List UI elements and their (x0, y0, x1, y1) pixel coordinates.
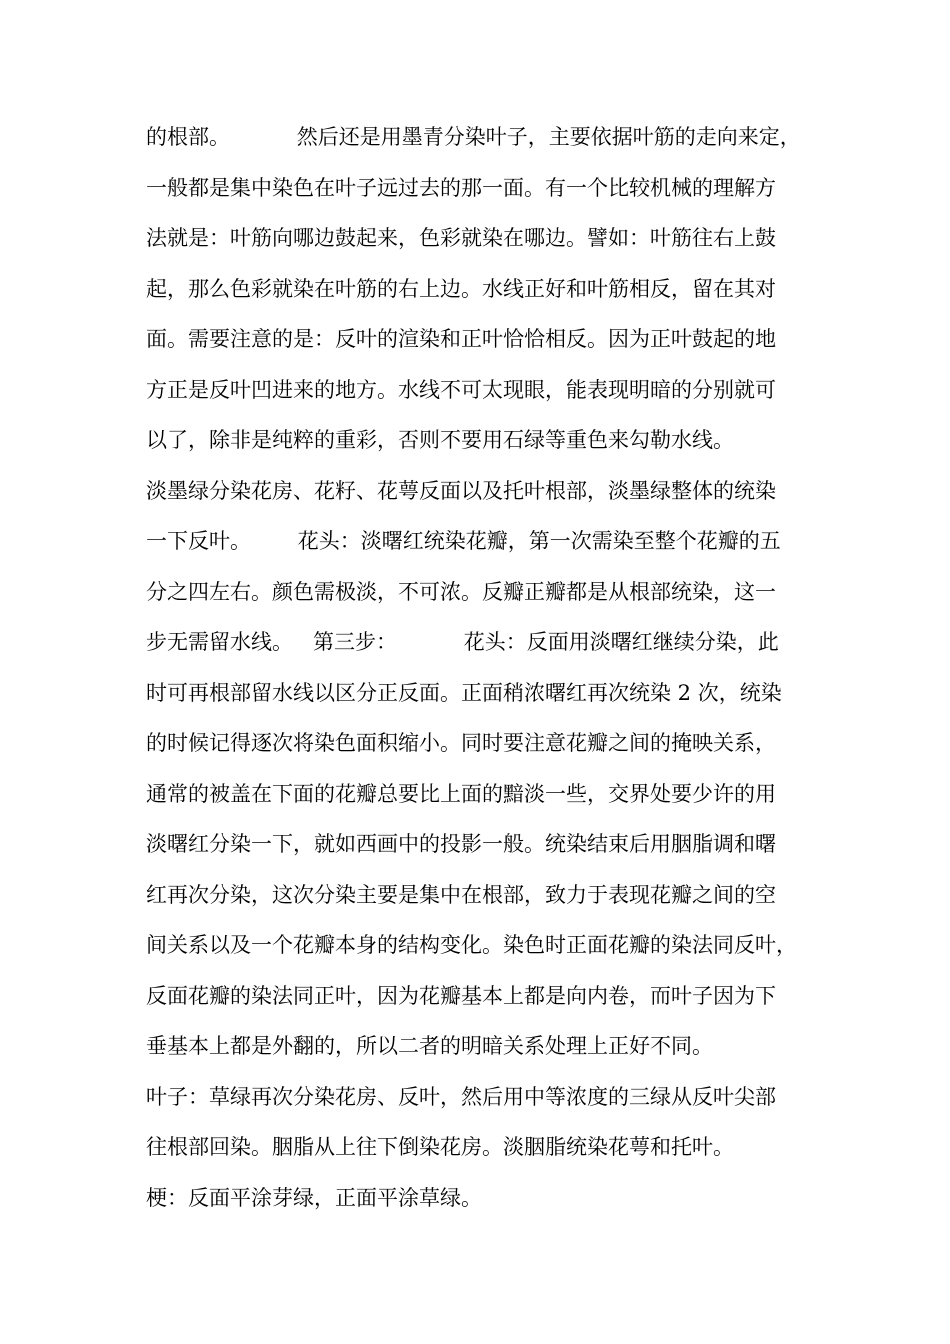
text-line: 一般都是集中染色在叶子远过去的那一面。有一个比较机械的理解方 (146, 175, 776, 200)
text-line: 叶子：草绿再次分染花房、反叶，然后用中等浓度的三绿从反叶尖部 (146, 1084, 776, 1109)
text-line: 时可再根部留水线以区分正反面。正面稍浓曙红再次统染 2 次，统染 (146, 680, 782, 705)
text-line: 分之四左右。颜色需极淡，不可浓。反瓣正瓣都是从根部统染，这一 (146, 579, 776, 604)
text-line: 的时候记得逐次将染色面积缩小。同时要注意花瓣之间的掩映关系， (146, 731, 776, 755)
text-line: 通常的被盖在下面的花瓣总要比上面的黯淡一些，交界处要少许的用 (146, 781, 776, 806)
text-line: 垂基本上都是外翻的，所以二者的明暗关系处理上正好不同。 (146, 1034, 713, 1058)
text-line: 淡曙红分染一下，就如西画中的投影一般。统染结束后用胭脂调和曙 (146, 832, 776, 856)
text-line: 步无需留水线。 第三步： 花头：反面用淡曙红继续分染，此 (146, 630, 779, 654)
text-line: 以了，除非是纯粹的重彩，否则不要用石绿等重色来勾勒水线。 (146, 428, 734, 452)
text-line: 法就是：叶筋向哪边鼓起来，色彩就染在哪边。譬如：叶筋往右上鼓 (146, 226, 776, 250)
body-text (146, 112, 816, 1223)
text-line: 往根部回染。胭脂从上往下倒染花房。淡胭脂统染花萼和托叶。 (146, 1135, 734, 1159)
text-line: 面。需要注意的是：反叶的渲染和正叶恰恰相反。因为正叶鼓起的地 (146, 327, 776, 351)
text-line: 起，那么色彩就染在叶筋的右上边。水线正好和叶筋相反，留在其对 (146, 276, 776, 301)
text-line: 一下反叶。 花头：淡曙红统染花瓣，第一次需染至整个花瓣的五 (146, 529, 781, 553)
text-line: 的根部。 然后还是用墨青分染叶子，主要依据叶筋的走向来定， (146, 125, 801, 149)
text-line: 方正是反叶凹进来的地方。水线不可太现眼，能表现明暗的分别就可 (146, 377, 776, 402)
text-line: 淡墨绿分染花房、花籽、花萼反面以及托叶根部，淡墨绿整体的统染 (146, 478, 776, 503)
text-line: 间关系以及一个花瓣本身的结构变化。染色时正面花瓣的染法同反叶， (146, 933, 797, 957)
text-line: 红再次分染，这次分染主要是集中在根部，致力于表现花瓣之间的空 (146, 882, 776, 907)
text-line: 梗：反面平涂芽绿，正面平涂草绿。 (146, 1185, 482, 1210)
text-line: 反面花瓣的染法同正叶，因为花瓣基本上都是向内卷，而叶子因为下 (146, 983, 776, 1008)
